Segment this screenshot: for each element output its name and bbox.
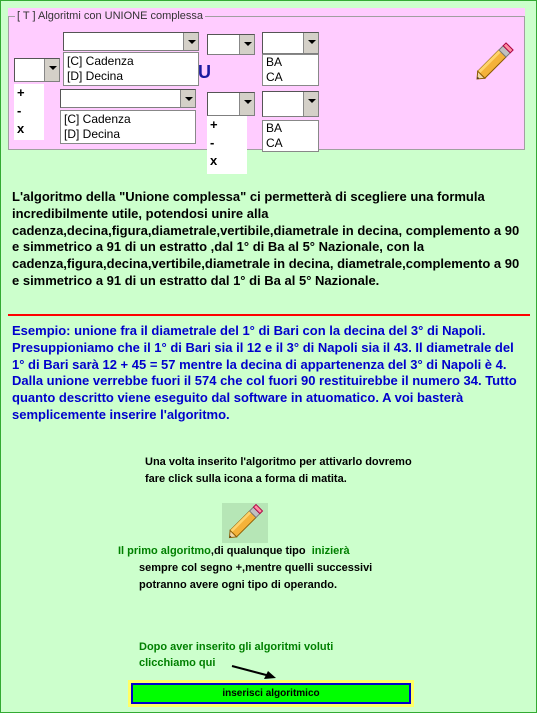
chevron-down-icon[interactable] [44, 59, 59, 81]
list-option[interactable]: BA [266, 55, 283, 69]
city-list-1[interactable] [262, 54, 319, 86]
hint-click-text: Una volta inserito l'algoritmo per attivarlo dovremo fare click sulla icona a forma di matita. [145, 456, 412, 485]
city-combo-1[interactable] [262, 32, 319, 54]
list-option[interactable]: [C] Cadenza [67, 54, 134, 68]
chevron-down-icon[interactable] [180, 90, 195, 107]
list-option[interactable]: [C] Cadenza [64, 112, 131, 126]
chevron-down-icon[interactable] [239, 35, 254, 54]
insert-algorithm-button[interactable] [128, 680, 414, 707]
list-option[interactable]: BA [266, 121, 283, 135]
list-option[interactable]: CA [266, 70, 283, 84]
after-insert-line1: Dopo aver inserito gli algoritmi voluti [139, 641, 334, 653]
city-combo-2[interactable] [262, 91, 319, 117]
description-text: L'algoritmo della "Unione complessa" ci permetterà di scegliere una formula incredibilmente utile, potendosi unire alla cadenza,decina,figura,diametrale,vertibile,diametrale in decina, complemento a 90 e simmetrico a 91 di un estratto ,dal 1° di Ba al 5° Nazionale, con la cadenza,figura,decina,vertibile,diametrale in decina, diametrale,complemento a 90 e simmetrico a 91 di un estratto dal 1° di Ba al 5° Nazionale. [12, 189, 520, 288]
example-text: Esempio: unione fra il diametrale del 1° di Bari con la decina del 3° di Napoli. Presuppioniamo che il 1° di Bari sia il 12 e il 3° di Napoli sia il 43. Il diametrale del 1° di Bari sarà 12 + 45 = 57 mentre la decina di appartenenza del 3° di Napoli è 4. Dalla unione verrebbe fuori il 574 che col fuori 90 restituirebbe il numero 34. Tutto quanto descritto viene eseguito dal software in atuomatico. A voi basterà semplicemente inserire l'algoritmo. [12, 323, 517, 422]
operator-combo-2[interactable] [207, 92, 255, 116]
group-title: [ T ] Algoritmi con UNIONE complessa [17, 10, 204, 22]
after-insert-line2: clicchiamo qui [139, 657, 216, 669]
divider [8, 314, 530, 316]
operator-minus[interactable]: - [210, 135, 215, 150]
type-combo-2[interactable] [60, 89, 196, 108]
first-algo-part1: Il primo algoritmo [118, 545, 211, 557]
chevron-down-icon[interactable] [303, 33, 318, 53]
type-combo-1[interactable] [63, 32, 199, 51]
chevron-down-icon[interactable] [239, 93, 254, 115]
type-list-1[interactable] [63, 52, 199, 86]
operator-plus[interactable]: + [210, 117, 218, 132]
first-algo-line2: sempre col segno +,mentre quelli successivi [139, 562, 373, 574]
list-option[interactable]: [D] Decina [64, 127, 121, 141]
chevron-down-icon[interactable] [183, 33, 198, 50]
arrow-icon [230, 662, 280, 682]
operator-minus[interactable]: - [17, 103, 22, 118]
list-option[interactable]: [D] Decina [67, 69, 124, 83]
operator-plus[interactable]: + [17, 85, 25, 100]
city-list-2[interactable] [262, 120, 319, 152]
chevron-down-icon[interactable] [303, 92, 318, 116]
operator-list-1[interactable] [14, 84, 44, 140]
first-algo-line1 [118, 543, 448, 560]
pencil-icon[interactable] [470, 38, 518, 86]
operator-times[interactable]: x [17, 121, 25, 136]
first-algo-line3: potranno avere ogni tipo di operando. [139, 579, 338, 591]
operator-times[interactable]: x [210, 153, 218, 168]
first-algo-part3: inizierà [311, 545, 350, 557]
list-option[interactable]: CA [266, 136, 283, 150]
operator-list-2[interactable] [207, 116, 247, 174]
pencil-icon [223, 500, 267, 544]
position-combo-1[interactable] [207, 34, 255, 55]
type-list-2[interactable] [60, 110, 196, 144]
insert-algorithm-button-label[interactable]: inserisci algoritmico [131, 683, 411, 704]
union-operator-label: U [198, 62, 211, 82]
operator-combo-1[interactable] [14, 58, 60, 82]
first-algo-part2: ,di qualunque tipo [210, 545, 306, 557]
